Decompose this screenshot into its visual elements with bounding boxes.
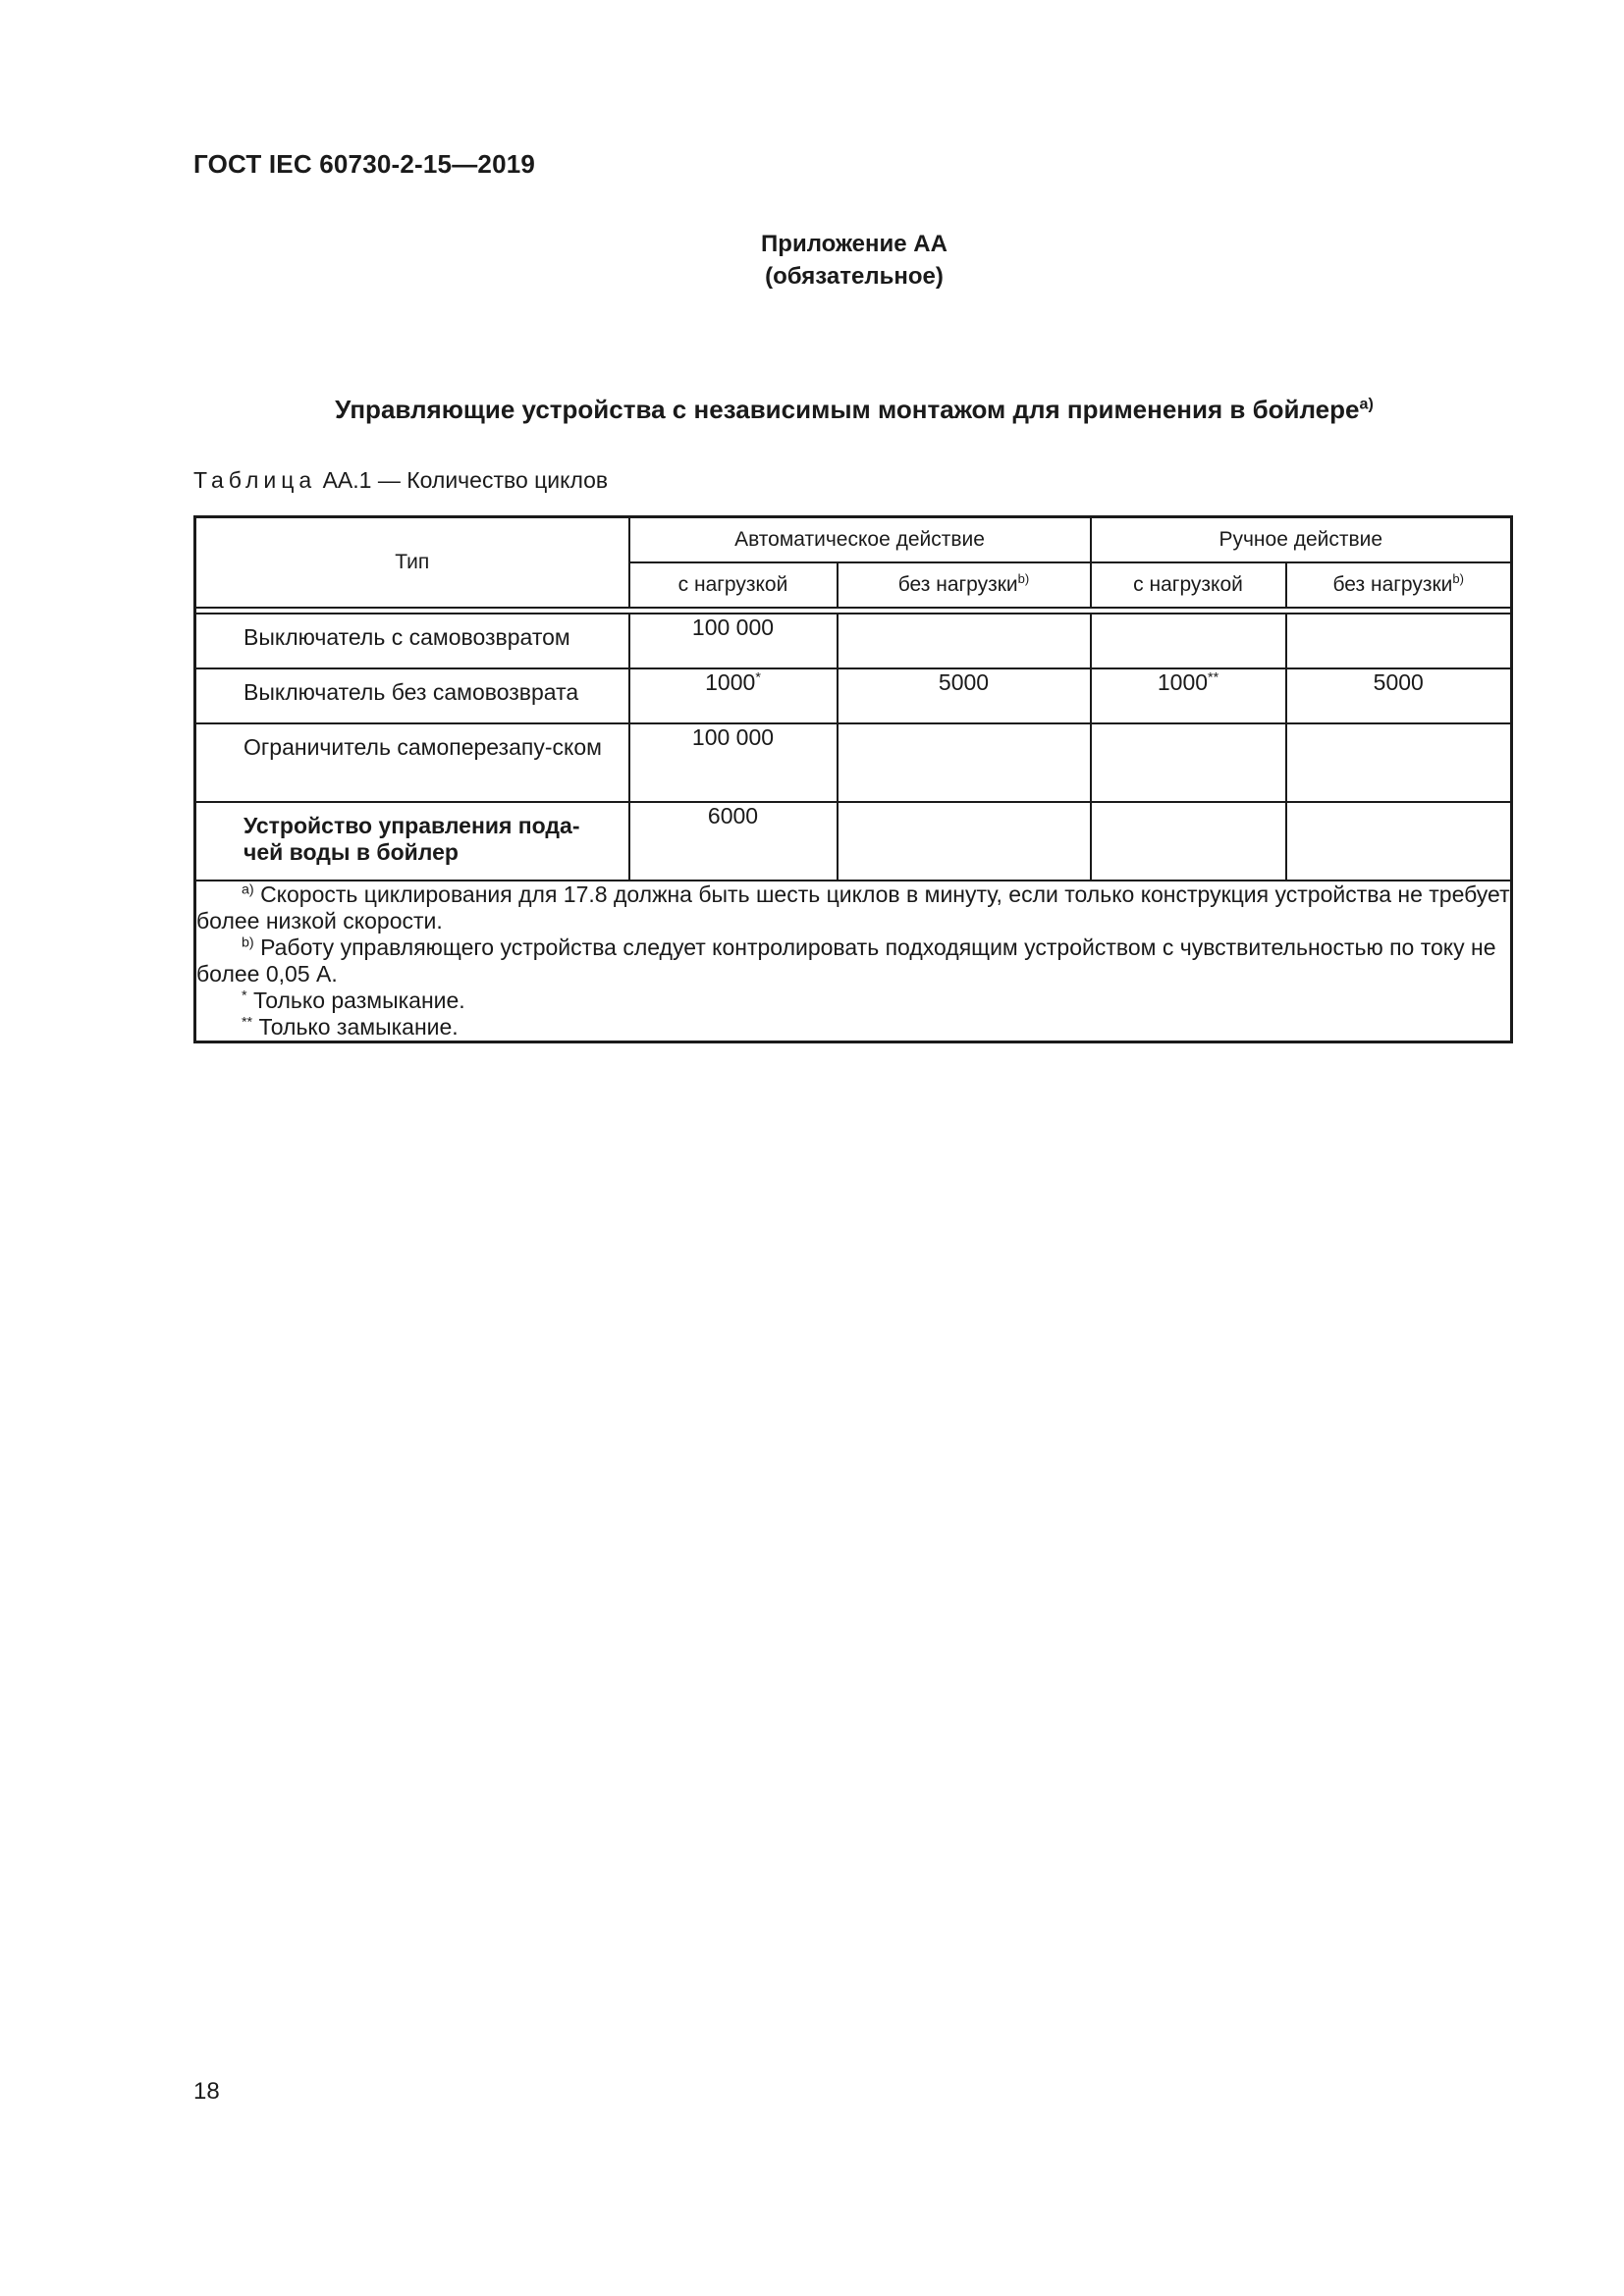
cell-value: 100 000	[691, 614, 775, 640]
table-row	[195, 614, 1512, 668]
cell-manual-without-load: 5000	[1286, 668, 1512, 723]
section-title-footnote-mark: a)	[1359, 395, 1374, 413]
header-manual-without-load-label: без нагрузки	[1332, 573, 1453, 596]
cell-auto-without-load	[838, 802, 1091, 881]
footnote-text: Скорость циклирования для 17.8 должна быть шесть циклов в минуту, если только конструкция устройства не требует более низкой скорости.	[196, 881, 1510, 934]
cell-auto-without-load: 5000	[838, 668, 1091, 723]
section-title	[0, 395, 1624, 425]
cell-auto-with-load	[629, 802, 838, 881]
footnote-a	[196, 881, 1510, 934]
cell-value: 6000	[707, 803, 759, 828]
cell-manual-without-load	[1286, 802, 1512, 881]
cell-note: *	[755, 669, 761, 686]
table-footnotes	[195, 881, 1512, 1042]
row-type: Выключатель с самовозвратом	[195, 614, 629, 668]
table-caption	[193, 467, 608, 494]
table-row	[195, 668, 1512, 723]
row-type: Выключатель без самовозврата	[195, 668, 629, 723]
footnote-star	[196, 988, 1510, 1014]
footnote-mark: a)	[242, 881, 254, 898]
header-manual-without-load-note: b)	[1452, 571, 1464, 586]
cell-auto-without-load	[838, 723, 1091, 802]
appendix-status: (обязательное)	[765, 263, 944, 290]
row-type: Ограничитель самоперезапу-ском	[195, 723, 629, 802]
header-auto-with-load: с нагрузкой	[629, 562, 838, 608]
cell-manual-with-load	[1091, 668, 1286, 723]
header-auto-without-load-label: без нагрузки	[897, 573, 1018, 596]
table-caption-text: АА.1 — Количество циклов	[322, 467, 609, 493]
cell-auto-without-load	[838, 614, 1091, 668]
footnote-mark: **	[242, 1014, 253, 1031]
cell-auto-with-load	[629, 668, 838, 723]
page-number: 18	[193, 2078, 220, 2105]
header-manual-action: Ручное действие	[1091, 517, 1512, 563]
header-automatic-action: Автоматическое действие	[629, 517, 1091, 563]
cell-manual-with-load	[1091, 802, 1286, 881]
cell-manual-with-load	[1091, 723, 1286, 802]
header-manual-with-load: с нагрузкой	[1091, 562, 1286, 608]
table-footnotes-row	[195, 881, 1512, 1042]
cell-manual-with-load	[1091, 614, 1286, 668]
footnote-text: Только размыкание.	[252, 988, 465, 1013]
header-type: Тип	[195, 517, 629, 609]
cell-auto-with-load	[629, 614, 838, 668]
table-header-row	[195, 517, 1512, 563]
section-title-text: Управляющие устройства с независимым монтажом для применения в бойлере	[335, 395, 1360, 424]
cell-note: **	[1208, 669, 1219, 686]
table-row	[195, 802, 1512, 881]
footnote-text: Работу управляющего устройства следует контролировать подходящим устройством с чувствительностью по току не более 0,05 А.	[196, 934, 1496, 987]
header-auto-without-load-note: b)	[1017, 571, 1030, 586]
appendix-heading	[0, 228, 1624, 293]
table-row	[195, 723, 1512, 802]
cell-manual-without-load	[1286, 723, 1512, 802]
cell-manual-without-load	[1286, 614, 1512, 668]
footnote-double-star	[196, 1014, 1510, 1041]
cell-value: 100 000	[691, 724, 775, 750]
cell-auto-with-load	[629, 723, 838, 802]
cycles-table	[193, 515, 1513, 1043]
header-auto-without-load	[838, 562, 1091, 608]
table-caption-label: Таблица	[193, 467, 317, 493]
footnote-text: Только замыкание.	[258, 1014, 459, 1040]
document-code: ГОСТ IEC 60730-2-15—2019	[193, 149, 536, 179]
footnote-b	[196, 934, 1510, 988]
row-type: Устройство управления пода-чей воды в бойлер	[195, 802, 629, 881]
footnote-mark: *	[242, 988, 247, 1004]
cell-value: 1000	[1157, 669, 1209, 695]
footnote-mark: b)	[242, 934, 254, 951]
header-manual-without-load	[1286, 562, 1512, 608]
cell-value: 1000	[705, 669, 756, 695]
appendix-title: Приложение АА	[761, 231, 947, 257]
